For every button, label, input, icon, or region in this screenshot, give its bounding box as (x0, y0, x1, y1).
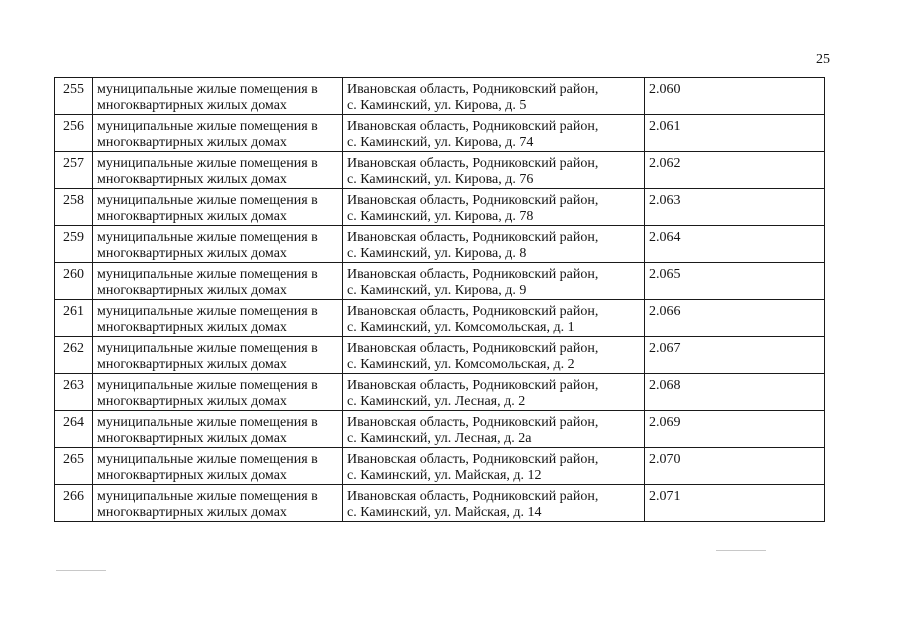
row-number-cell: 263 (55, 374, 93, 411)
row-number-cell: 258 (55, 189, 93, 226)
object-name-line-2: многоквартирных жилых домах (97, 209, 287, 224)
code-cell: 2.064 (645, 226, 825, 263)
address-cell (343, 226, 645, 263)
code-cell: 2.065 (645, 263, 825, 300)
address-line-1: Ивановская область, Родниковский район, (347, 82, 599, 97)
object-name-cell (93, 485, 343, 522)
address-line-2: с. Каминский, ул. Кирова, д. 5 (347, 98, 527, 113)
table-row (55, 485, 825, 522)
table-row (55, 152, 825, 189)
table-row (55, 115, 825, 152)
object-name-cell (93, 78, 343, 115)
address-line-2: с. Каминский, ул. Лесная, д. 2а (347, 431, 532, 446)
object-name-line-1: муниципальные жилые помещения в (97, 193, 318, 208)
row-number-cell: 255 (55, 78, 93, 115)
object-name-line-1: муниципальные жилые помещения в (97, 230, 318, 245)
page-number: 25 (816, 52, 830, 67)
address-line-2: с. Каминский, ул. Комсомольская, д. 2 (347, 357, 575, 372)
object-name-cell (93, 189, 343, 226)
address-line-2: с. Каминский, ул. Кирова, д. 8 (347, 246, 527, 261)
object-name-line-2: многоквартирных жилых домах (97, 172, 287, 187)
address-line-1: Ивановская область, Родниковский район, (347, 341, 599, 356)
object-name-cell (93, 115, 343, 152)
scan-artifact-right (716, 550, 766, 551)
address-cell (343, 152, 645, 189)
address-line-2: с. Каминский, ул. Кирова, д. 9 (347, 283, 527, 298)
object-name-line-2: многоквартирных жилых домах (97, 320, 287, 335)
object-name-cell (93, 226, 343, 263)
address-cell (343, 300, 645, 337)
code-cell: 2.071 (645, 485, 825, 522)
code-cell: 2.069 (645, 411, 825, 448)
address-line-1: Ивановская область, Родниковский район, (347, 193, 599, 208)
object-name-line-1: муниципальные жилые помещения в (97, 341, 318, 356)
object-name-line-1: муниципальные жилые помещения в (97, 378, 318, 393)
object-name-cell (93, 337, 343, 374)
row-number-cell: 266 (55, 485, 93, 522)
address-line-1: Ивановская область, Родниковский район, (347, 489, 599, 504)
object-name-line-2: многоквартирных жилых домах (97, 98, 287, 113)
address-line-1: Ивановская область, Родниковский район, (347, 119, 599, 134)
object-name-line-2: многоквартирных жилых домах (97, 431, 287, 446)
code-cell: 2.063 (645, 189, 825, 226)
address-cell (343, 263, 645, 300)
address-cell (343, 374, 645, 411)
object-name-line-1: муниципальные жилые помещения в (97, 304, 318, 319)
address-line-2: с. Каминский, ул. Майская, д. 14 (347, 505, 542, 520)
table-row (55, 374, 825, 411)
address-cell (343, 411, 645, 448)
property-registry-table (54, 77, 825, 522)
code-cell: 2.061 (645, 115, 825, 152)
address-cell (343, 337, 645, 374)
object-name-cell (93, 263, 343, 300)
address-cell (343, 448, 645, 485)
address-line-2: с. Каминский, ул. Комсомольская, д. 1 (347, 320, 575, 335)
object-name-line-2: многоквартирных жилых домах (97, 357, 287, 372)
table-row (55, 78, 825, 115)
table-row (55, 411, 825, 448)
row-number-cell: 257 (55, 152, 93, 189)
object-name-cell (93, 411, 343, 448)
object-name-line-2: многоквартирных жилых домах (97, 135, 287, 150)
address-cell (343, 485, 645, 522)
registry-table-body (55, 78, 825, 522)
object-name-line-2: многоквартирных жилых домах (97, 505, 287, 520)
row-number-cell: 262 (55, 337, 93, 374)
object-name-cell (93, 448, 343, 485)
object-name-line-1: муниципальные жилые помещения в (97, 82, 318, 97)
object-name-cell (93, 300, 343, 337)
address-line-1: Ивановская область, Родниковский район, (347, 156, 599, 171)
object-name-line-2: многоквартирных жилых домах (97, 468, 287, 483)
address-cell (343, 189, 645, 226)
address-line-1: Ивановская область, Родниковский район, (347, 230, 599, 245)
row-number-cell: 260 (55, 263, 93, 300)
address-line-2: с. Каминский, ул. Кирова, д. 78 (347, 209, 534, 224)
object-name-cell (93, 152, 343, 189)
address-line-1: Ивановская область, Родниковский район, (347, 378, 599, 393)
code-cell: 2.070 (645, 448, 825, 485)
object-name-line-1: муниципальные жилые помещения в (97, 267, 318, 282)
object-name-line-1: муниципальные жилые помещения в (97, 415, 318, 430)
table-row (55, 300, 825, 337)
code-cell: 2.067 (645, 337, 825, 374)
object-name-line-1: муниципальные жилые помещения в (97, 452, 318, 467)
object-name-line-2: многоквартирных жилых домах (97, 283, 287, 298)
address-line-2: с. Каминский, ул. Кирова, д. 74 (347, 135, 534, 150)
address-cell (343, 115, 645, 152)
address-line-2: с. Каминский, ул. Лесная, д. 2 (347, 394, 526, 409)
address-line-2: с. Каминский, ул. Майская, д. 12 (347, 468, 542, 483)
row-number-cell: 259 (55, 226, 93, 263)
row-number-cell: 256 (55, 115, 93, 152)
address-line-1: Ивановская область, Родниковский район, (347, 415, 599, 430)
code-cell: 2.062 (645, 152, 825, 189)
address-line-1: Ивановская область, Родниковский район, (347, 304, 599, 319)
code-cell: 2.066 (645, 300, 825, 337)
row-number-cell: 264 (55, 411, 93, 448)
row-number-cell: 261 (55, 300, 93, 337)
table-row (55, 226, 825, 263)
object-name-line-1: муниципальные жилые помещения в (97, 156, 318, 171)
address-line-1: Ивановская область, Родниковский район, (347, 452, 599, 467)
table-row (55, 337, 825, 374)
table-row (55, 189, 825, 226)
object-name-line-2: многоквартирных жилых домах (97, 246, 287, 261)
address-line-1: Ивановская область, Родниковский район, (347, 267, 599, 282)
table-row (55, 263, 825, 300)
object-name-line-1: муниципальные жилые помещения в (97, 489, 318, 504)
object-name-line-1: муниципальные жилые помещения в (97, 119, 318, 134)
address-cell (343, 78, 645, 115)
address-line-2: с. Каминский, ул. Кирова, д. 76 (347, 172, 534, 187)
object-name-line-2: многоквартирных жилых домах (97, 394, 287, 409)
object-name-cell (93, 374, 343, 411)
row-number-cell: 265 (55, 448, 93, 485)
table-row (55, 448, 825, 485)
code-cell: 2.068 (645, 374, 825, 411)
code-cell: 2.060 (645, 78, 825, 115)
scan-artifact-left (56, 570, 106, 571)
